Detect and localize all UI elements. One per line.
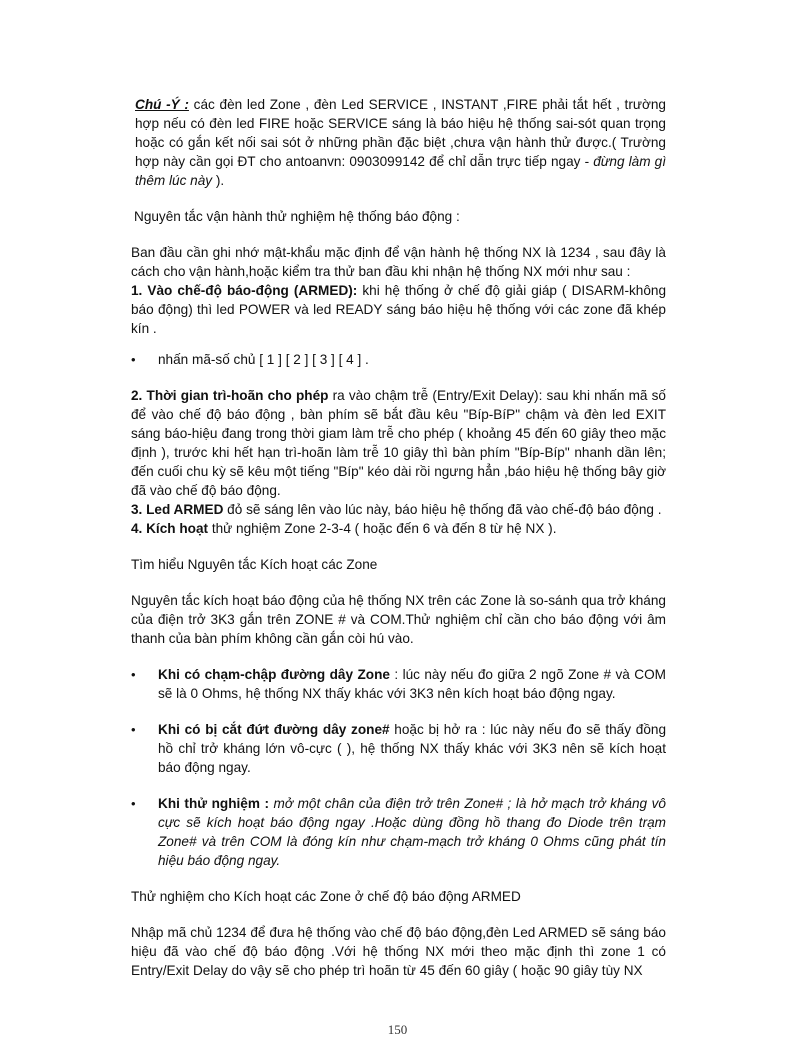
zone-intro-paragraph: Nguyên tắc kích hoạt báo động của hệ thống NX trên các Zone là so-sánh qua trở kháng của điện trở 3K3 gắn trên ZONE # và COM.Thử nghiệm chỉ cần cho báo động với âm thanh của bàn phím không cần gắn còi hú vào. xyxy=(131,593,666,646)
step-2-paragraph xyxy=(131,386,666,500)
step-1-paragraph xyxy=(131,281,666,338)
intro-paragraph: Ban đầu cần ghi nhớ mật-khẩu mặc định để vận hành hệ thống NX là 1234 , sau đây là cách cho vận hành,hoặc kiểm tra thử ban đầu khi nhận hệ thống NX mới như sau : xyxy=(131,245,666,279)
bullet-code-entry: • nhấn mã-số chủ [ 1 ] [ 2 ] [ 3 ] [ 4 ] . xyxy=(131,350,666,369)
document-page xyxy=(131,95,666,980)
step-1-text: khi hệ thống ở chế độ giải giáp ( DISARM-không báo động) thì led POWER và led READY sáng báo hiệu hệ thống với các zone đã khép kín . xyxy=(131,283,667,336)
step-2-text: ra vào chậm trễ (Entry/Exit Delay): sau khi nhấn mã số để vào chế độ báo động , bàn phím sẽ bắt đầu kêu "Bíp-BíP" chậm và đèn led EXIT sáng báo-hiệu đang trong thời giam làm trễ cho phép ( khoảng 45 đến 60 giây theo mặc định ), trước khi hết hạn trì-hoãn làm trễ 10 giây thì bàn phím "Bíp-Bíp" nhanh dần lên; đến cuối chu kỳ sẽ kêu một tiếng "Bíp" kéo dài rồi ngưng hẳn ,báo hiệu hệ thống bây giờ đã vào chế độ báo động. xyxy=(131,388,666,498)
step-4-paragraph xyxy=(131,519,666,538)
bullet-open-circuit xyxy=(131,720,666,777)
step-3-text: đỏ sẽ sáng lên vào lúc này, báo hiệu hệ thống đã vào chế-độ báo động . xyxy=(223,502,662,517)
step-4-text: thử nghiệm Zone 2-3-4 ( hoặc đến 6 và đến 8 từ hệ NX ). xyxy=(208,521,557,536)
step-3-paragraph xyxy=(131,500,666,519)
section-heading-operation: Nguyên tắc vận hành thử nghiệm hệ thống báo động : xyxy=(134,209,460,224)
step-2-label: 2. Thời gian trì-hoãn cho phép xyxy=(131,388,329,403)
section-heading-armed-test: Thử nghiệm cho Kích hoạt các Zone ở chế độ báo động ARMED xyxy=(131,889,521,904)
note-text-end: ). xyxy=(212,173,225,188)
step-3-label: 3. Led ARMED xyxy=(131,502,224,517)
bullet-short-circuit-label: Khi có chạm-chập đường dây Zone xyxy=(158,667,390,682)
bullet-testing-label: Khi thử nghiệm : xyxy=(158,796,270,811)
note-text: các đèn led Zone , đèn Led SERVICE , INSTANT ,FIRE phải tắt hết , trường hợp nếu có đèn led FIRE hoặc SERVICE sáng là báo hiệu hệ thống sai-sót quan trọng hoặc có gắn kết nối sai sót ở những phần đặc biệt ,chưa vận hành thử được.( Trường hợp này cần gọi ĐT cho antoanvn: 0903099142 để chỉ dẫn trực tiếp ngay - xyxy=(135,97,666,169)
bullet-short-circuit xyxy=(131,665,666,703)
bullet-short-circuit-text: : lúc này nếu đo giữa 2 ngõ Zone # và COM sẽ là 0 Ohms, hệ thống NX thấy khác với 3K3 nên kích hoạt báo động ngay. xyxy=(158,667,666,701)
step-1-label: 1. Vào chế-độ báo-động (ARMED): xyxy=(131,283,358,298)
step-4-label: 4. Kích hoạt xyxy=(131,521,209,536)
bullet-open-circuit-text: hoặc bị hở ra : lúc này nếu đo sẽ thấy đồng hồ chỉ trở kháng lớn vô-cực ( ), hệ thống NX thấy khác với 3K3 nên sẽ kích hoạt báo động ngay. xyxy=(158,722,667,775)
armed-test-paragraph: Nhập mã chủ 1234 để đưa hệ thống vào chế độ báo động,đèn Led ARMED sẽ sáng báo hiệu đã vào chế độ báo động .Với hệ thống NX mới theo mặc định thì zone 1 có Entry/Exit Delay do vậy sẽ cho phép trì hoãn từ 45 đến 60 giây ( hoặc 90 giây tùy NX xyxy=(131,925,666,978)
bullet-testing-text: mở một chân của điện trở trên Zone# ; là hở mạch trở kháng vô cực sẽ kích hoạt báo động ngay .Hoặc dùng đồng hồ thang đo Diode trên trạm Zone# và trên COM là đóng kín như chạm-mạch trở kháng 0 Ohms cũng phát tín hiệu báo động ngay. xyxy=(158,796,666,868)
section-heading-zones: Tìm hiểu Nguyên tắc Kích hoạt các Zone xyxy=(131,557,378,572)
note-heading: Chú -Ý : xyxy=(135,97,189,112)
page-number: 150 xyxy=(387,1022,408,1037)
bullet-open-circuit-label: Khi có bị cắt đứt đường dây zone# xyxy=(158,722,390,737)
note-paragraph xyxy=(131,95,666,190)
bullet-testing xyxy=(131,794,666,870)
note-italic: đừng làm gì thêm lúc này xyxy=(135,154,666,188)
